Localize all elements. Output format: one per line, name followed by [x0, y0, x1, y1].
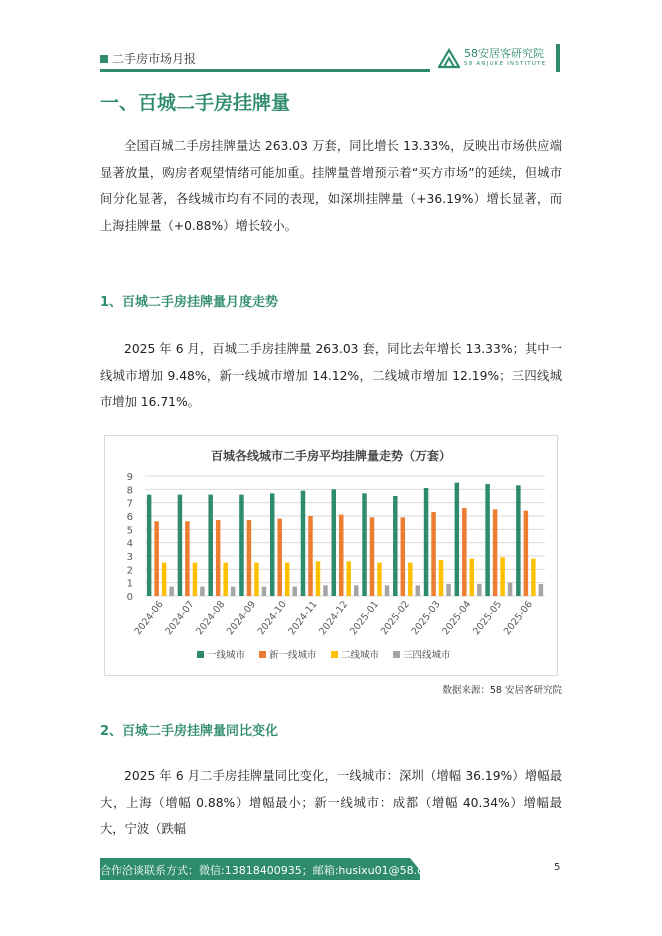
bar-2-3 [254, 563, 259, 596]
bar-0-12 [516, 485, 521, 596]
x-tick-label: 2025-04 [440, 599, 474, 638]
bar-1-12 [524, 511, 529, 596]
bar-2-0 [162, 563, 167, 596]
chart-bars [147, 483, 543, 596]
logo-subtext: 58 ANJUKE INSTITUTE [464, 61, 547, 67]
bar-0-3 [239, 495, 244, 596]
bar-1-9 [431, 512, 436, 596]
bar-0-9 [424, 488, 429, 596]
bar-1-10 [462, 508, 467, 596]
y-tick-label: 1 [126, 578, 133, 590]
legend-label-2: 二线城市 [341, 650, 380, 661]
bar-2-2 [223, 563, 228, 596]
chart-legend [197, 649, 451, 661]
bar-2-10 [470, 559, 475, 596]
y-tick-label: 6 [126, 512, 133, 523]
bar-2-11 [500, 557, 505, 596]
bar-3-5 [323, 585, 328, 596]
header-underline [100, 69, 430, 72]
subsection-heading-2: 2、百城二手房挂牌量同比变化 [100, 724, 279, 739]
legend-label-0: 一线城市 [207, 650, 246, 661]
data-source: 数据来源：58 安居客研究院 [442, 685, 562, 696]
bar-2-7 [377, 563, 382, 596]
bar-3-11 [508, 583, 513, 596]
bar-1-11 [493, 509, 498, 596]
chart-title: 百城各线城市二手房平均挂牌量走势（万套） [210, 449, 452, 463]
bar-3-9 [446, 584, 451, 596]
legend-label-3: 三四线城市 [403, 650, 451, 661]
bar-1-4 [277, 519, 282, 596]
bar-1-2 [216, 520, 221, 596]
bar-2-5 [316, 561, 321, 596]
bar-0-7 [362, 493, 367, 596]
bar-1-1 [185, 521, 190, 596]
header-accent-bar [556, 44, 560, 72]
bar-0-4 [270, 493, 275, 596]
bar-2-4 [285, 563, 290, 596]
x-tick-label: 2025-03 [409, 599, 443, 638]
bar-3-7 [385, 585, 390, 596]
x-tick-label: 2024-11 [286, 599, 320, 638]
x-tick-label: 2024-10 [255, 599, 289, 638]
x-tick-label: 2024-08 [194, 599, 228, 638]
legend-swatch-0 [197, 651, 204, 658]
y-tick-label: 8 [126, 485, 133, 497]
x-tick-label: 2025-05 [471, 599, 505, 638]
legend-label-1: 新一线城市 [269, 650, 317, 661]
bar-1-0 [154, 521, 159, 596]
x-tick-label: 2025-01 [348, 599, 382, 638]
logo [438, 47, 546, 69]
intro-paragraph: 全国百城二手房挂牌量达 263.03 万套，同比增长 13.33%，反映出市场供应端显著放量，购房者观望情绪可能加重。挂牌量普增预示着“买方市场”的延续，但城市间分化显著，各线城市均有不同的表现，如深圳挂牌量（+36.19%）增长显著，而上海挂牌量（+0.88%）增长较小。 [100, 139, 562, 233]
chart-grid [145, 476, 545, 596]
square-bullet-icon [100, 55, 108, 63]
report-title [100, 50, 196, 67]
bar-3-4 [292, 587, 297, 596]
bar-3-1 [200, 587, 205, 596]
x-tick-label: 2024-06 [132, 599, 166, 638]
y-tick-label: 9 [126, 472, 133, 483]
bar-0-0 [147, 495, 152, 596]
bar-0-10 [455, 483, 460, 596]
y-tick-label: 0 [126, 592, 133, 603]
legend-swatch-2 [331, 651, 338, 658]
legend-swatch-1 [259, 651, 266, 658]
report-title-text: 二手房市场月报 [112, 52, 197, 66]
subsection-heading-1: 1、百城二手房挂牌量月度走势 [100, 295, 279, 310]
y-tick-label: 2 [126, 565, 133, 577]
house-logo-icon [438, 47, 460, 69]
bar-1-7 [370, 517, 375, 596]
logo-text: 58安居客研究院 [464, 47, 544, 60]
contact-info: 合作洽谈联系方式：微信:13818400935；邮箱:husixu01@58.com; [100, 864, 445, 877]
bar-1-8 [401, 517, 406, 596]
bar-2-6 [347, 561, 352, 596]
bar-3-3 [262, 587, 267, 596]
x-tick-label: 2025-06 [501, 599, 535, 638]
x-tick-label: 2025-02 [378, 599, 412, 638]
bar-0-5 [301, 491, 306, 596]
bar-0-6 [332, 489, 337, 596]
x-tick-label: 2024-09 [224, 599, 259, 638]
bar-0-2 [208, 495, 213, 596]
bar-3-12 [539, 584, 544, 596]
y-tick-label: 4 [126, 538, 133, 550]
page-number: 5 [554, 862, 561, 873]
bar-0-1 [178, 495, 183, 596]
x-tick-label: 2024-12 [317, 599, 351, 638]
bar-2-9 [439, 560, 444, 596]
y-tick-label: 3 [126, 552, 133, 563]
legend-swatch-3 [393, 651, 400, 658]
y-tick-label: 5 [126, 525, 133, 537]
bar-0-8 [393, 496, 398, 596]
bar-1-3 [247, 520, 252, 596]
x-tick-label: 2024-07 [163, 599, 197, 638]
subsection-paragraph-1: 2025 年 6 月，百城二手房挂牌量 263.03 套，同比去年增长 13.33%；其中一线城市增加 9.48%，新一线城市增加 14.12%，二线城市增加 12.19%；三四线城市增加 16.71%。 [100, 342, 562, 409]
bar-3-6 [354, 585, 359, 596]
bar-1-6 [339, 515, 344, 596]
bar-0-11 [485, 484, 490, 596]
bar-2-12 [531, 559, 536, 596]
bar-3-0 [169, 587, 174, 596]
listing-trend-chart [104, 435, 558, 676]
bar-3-8 [416, 585, 421, 596]
bar-2-1 [193, 563, 198, 596]
bar-2-8 [408, 563, 413, 596]
y-tick-label: 7 [126, 498, 133, 510]
bar-3-2 [231, 587, 236, 596]
bar-3-10 [477, 584, 482, 596]
chart-canvas [105, 436, 557, 675]
subsection-paragraph-2: 2025 年 6 月二手房挂牌量同比变化，一线城市：深圳（增幅 36.19%）增幅最大，上海（增幅 0.88%）增幅最小；新一线城市：成都（增幅 40.34%）增幅最大，宁波（跌幅 [100, 769, 562, 836]
section-heading: 一、百城二手房挂牌量 [100, 92, 291, 114]
bar-1-5 [308, 516, 313, 596]
